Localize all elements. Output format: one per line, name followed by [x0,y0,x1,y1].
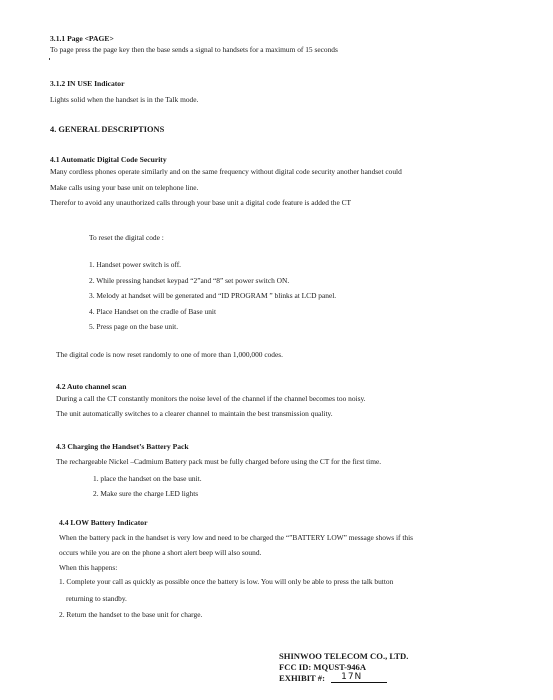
reset-intro: To reset the digital code : [89,233,164,242]
reset-step-1: 1. Handset power switch is off. [89,260,182,269]
heading-4-3: 4.3 Charging the Handset’s Battery Pack [56,442,189,451]
footer-exhibit [279,673,387,683]
heading-3-1-2: 3.1.2 IN USE Indicator [50,79,125,88]
battery-step-2: 2. Return the handset to the base unit for charge. [59,610,203,619]
footer-exhibit-value: 17N [341,672,363,682]
reset-closing: The digital code is now reset randomly to one of more than 1,000,000 codes. [56,350,284,359]
footer-exhibit-label: EXHIBIT #: [279,673,325,683]
paragraph-4-3: The rechargeable Nickel –Cadmium Battery pack must be fully charged before using the CT for the first time. [56,457,382,466]
reset-step-2: 2. While pressing handset keypad “2”and “8” set power switch ON. [89,276,290,285]
reset-step-5: 5. Press page on the base unit. [89,322,179,331]
heading-4: 4. GENERAL DESCRIPTIONS [50,125,165,134]
paragraph-4-4-line-3: When this happens: [59,563,118,572]
reset-step-4: 4. Place Handset on the cradle of Base unit [89,307,217,316]
reset-step-3: 3. Melody at handset will be generated and “ID PROGRAM ” blinks at LCD panel. [89,291,337,300]
paragraph-4-2-line-2: The unit automatically switches to a clearer channel to maintain the best transmission quality. [56,409,333,418]
heading-4-4: 4.4 LOW Battery Indicator [59,518,148,527]
battery-step-1: 1. Complete your call as quickly as possible once the battery is low. You will only be able to press the talk button [59,577,394,586]
scan-speck [49,58,50,60]
paragraph-4-4-line-1: When the battery pack in the handset is very low and need to be charged the “”BATTERY LOW” message shows if this [59,533,414,542]
paragraph-4-2-line-1: During a call the CT constantly monitors the noise level of the channel if the channel becomes too noisy. [56,394,366,403]
paragraph-4-1-line-3: Therefor to avoid any unauthorized calls through your base unit a digital code feature is added the CT [50,198,352,207]
paragraph-3-1-2: Lights solid when the handset is in the Talk mode. [50,95,199,104]
heading-3-1-1: 3.1.1 Page <PAGE> [50,34,114,43]
paragraph-4-1-line-2: Make calls using your base unit on telephone line. [50,183,199,192]
footer-company: SHINWOO TELECOM CO., LTD. [279,651,409,661]
exhibit-underline [331,673,387,683]
footer-fcc-id: FCC ID: MQUST-946A [279,662,367,672]
paragraph-4-4-line-2: occurs while you are on the phone a short alert beep will also sound. [59,548,262,557]
paragraph-3-1-1: To page press the page key then the base sends a signal to handsets for a maximum of 15 seconds [50,45,338,54]
paragraph-4-1-line-1: Many cordless phones operate similarly and on the same frequency without digital code security another handset could [50,167,402,176]
heading-4-2: 4.2 Auto channel scan [56,382,127,391]
battery-step-1-cont: returning to standby. [66,594,127,603]
charge-step-2: 2. Make sure the charge LED lights [93,489,199,498]
charge-step-1: 1. place the handset on the base unit. [93,474,202,483]
heading-4-1: 4.1 Automatic Digital Code Security [50,155,167,164]
